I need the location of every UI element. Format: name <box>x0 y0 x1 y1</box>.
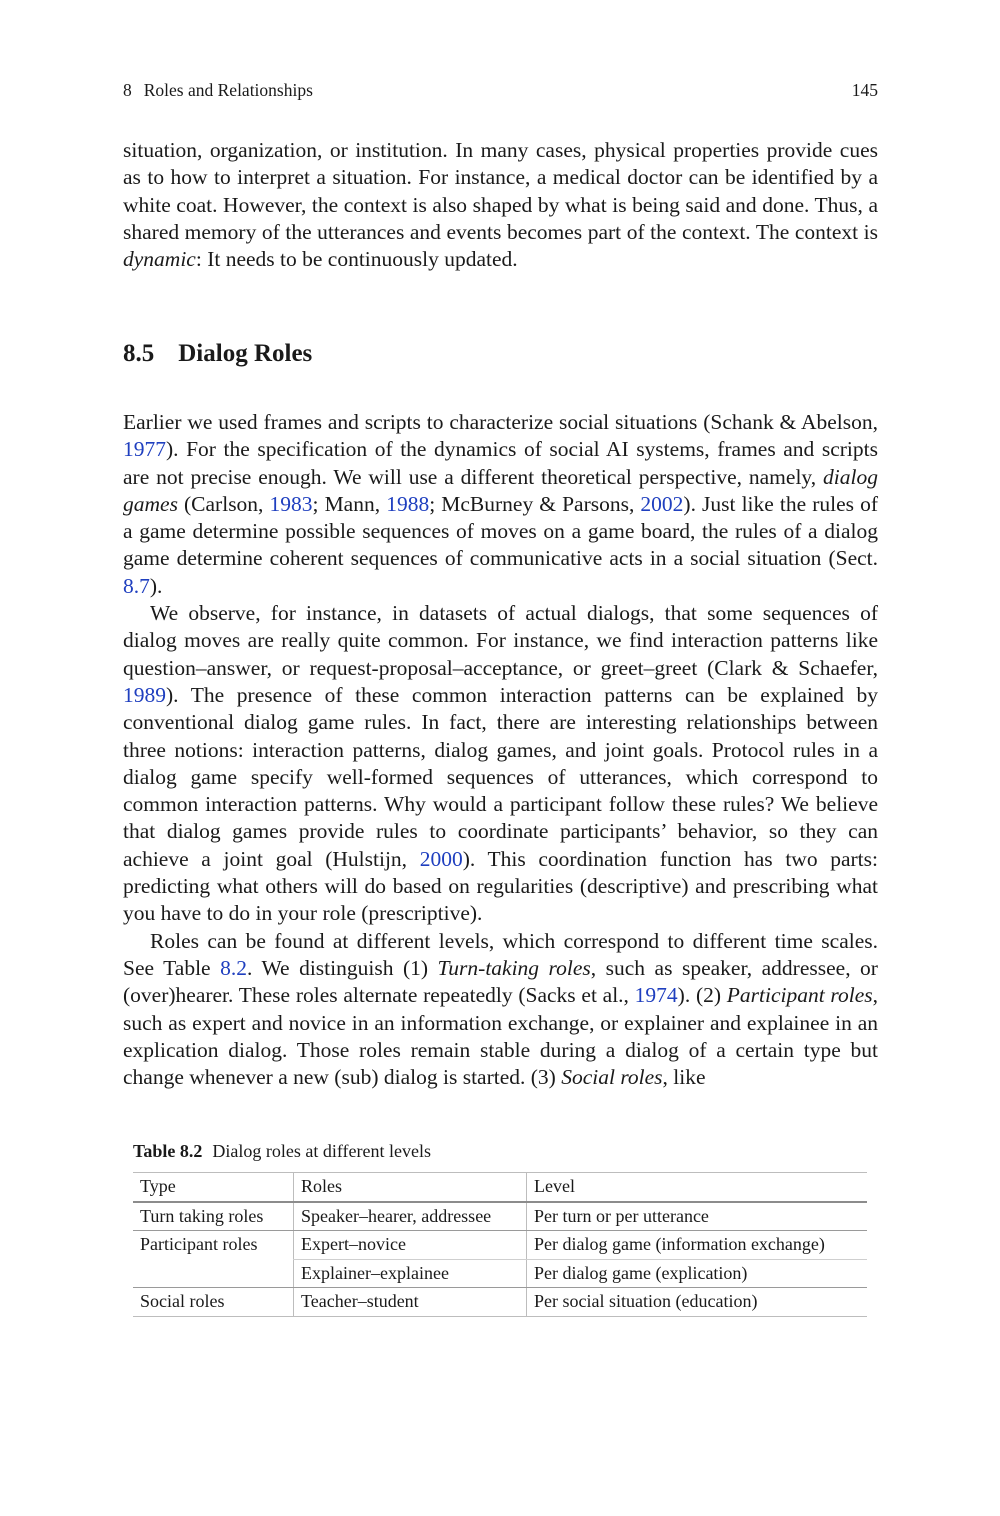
table-row <box>133 1259 867 1288</box>
paragraph-3: Roles can be found at different levels, which correspond to different time scales. See Table 8.2. We distinguish (1) Turn-taking roles, such as speaker, addressee, or (over)hearer. These roles alternate repeatedly (Sacks et al., 1974). (2) Participant roles, such as expert and novice in an information exchange, or explainer and explainee in an explication dialog. Those roles remain stable during a dialog of a certain type but change whenever a new (sub) dialog is started. (3) Social roles, like <box>123 928 878 1090</box>
table-cell: Teacher–student <box>294 1288 527 1317</box>
column-header: Level <box>527 1173 868 1202</box>
citation-link[interactable]: 1983 <box>269 491 313 516</box>
table-label: Table 8.2 <box>133 1141 203 1161</box>
section-heading <box>123 340 312 368</box>
table-cell: Participant roles <box>140 1234 258 1254</box>
table-cell: Social roles <box>133 1288 294 1317</box>
citation-link[interactable]: 1988 <box>386 491 430 516</box>
column-header: Roles <box>294 1173 527 1202</box>
intro-paragraph-block <box>123 137 878 273</box>
chapter-number: 8 <box>123 80 132 100</box>
table-cell: Per social situation (education) <box>527 1288 868 1317</box>
section-link[interactable]: 8.7 <box>123 573 150 598</box>
table-row <box>133 1202 867 1231</box>
intro-paragraph: situation, organization, or institution. In many cases, physical properties provide cues as to how to interpret a situation. For instance, a medical doctor can be identified by a white coat. However, the context is also shaped by what is being said and done. Thus, a shared memory of the utterances and events becomes part of the context. The context is dynamic: It needs to be continuously updated. <box>123 138 878 272</box>
table-cell: Per turn or per utterance <box>527 1202 868 1231</box>
page-number: 145 <box>851 80 878 100</box>
chapter-title: Roles and Relationships <box>143 80 313 100</box>
citation-link[interactable]: 1974 <box>634 983 678 1008</box>
column-header: Type <box>133 1173 294 1202</box>
section-number: 8.5 <box>123 340 155 367</box>
table-caption <box>133 1141 867 1162</box>
table-row <box>133 1231 867 1260</box>
citation-link[interactable]: 1977 <box>123 437 166 462</box>
table-row <box>133 1288 867 1317</box>
citation-link[interactable]: 1989 <box>123 682 166 707</box>
section-title: Dialog Roles <box>178 340 313 367</box>
table-cell: Per dialog game (explication) <box>527 1259 868 1288</box>
paragraph-1: Earlier we used frames and scripts to characterize social situations (Schank & Abelson, 1977). For the specification of the dynamics of social AI systems, frames and scripts are not precise enough. We will use a different theoretical perspective, namely, dialog games (Carlson, 1983; Mann, 1988; McBurney & Parsons, 2002). Just like the rules of a game determine possible sequences of moves on a game board, the rules of a dialog game determine coherent sequences of communicative acts in a social situation (Sect. 8.7). <box>123 410 879 598</box>
citation-link[interactable]: 2002 <box>640 491 684 516</box>
table-caption-text: Dialog roles at different levels <box>212 1141 431 1161</box>
table-header-row <box>133 1173 867 1202</box>
roles-table <box>133 1172 867 1317</box>
running-head <box>123 80 878 101</box>
paragraph-2: We observe, for instance, in datasets of actual dialogs, that some sequences of dialog moves are really quite common. For instance, we find interaction patterns like question–answer, or request-proposal–acceptance, or greet–greet (Clark & Schaefer, 1989). The presence of these common interaction patterns can be explained by conventional dialog game rules. In fact, there are interesting relationships between three notions: interaction patterns, dialog games, and joint goals. Protocol rules in a dialog game specify well-formed sequences of utterances, which correspond to common interaction patterns. Why would a participant follow these rules? We believe that dialog games provide rules to coordinate participants’ behavior, so they can achieve a joint goal (Hulstijn, 2000). This coordination function has two parts: predicting what others will do based on regularities (descriptive) and prescribing what you have to do in your role (prescriptive). <box>123 601 878 926</box>
table-cell: Per dialog game (information exchange) <box>527 1231 868 1260</box>
table-cell <box>133 1259 294 1288</box>
table-link[interactable]: 8.2 <box>220 955 247 980</box>
table-cell: Expert–novice <box>294 1231 527 1260</box>
section-body <box>123 409 878 1091</box>
table-cell: Speaker–hearer, addressee <box>294 1202 527 1231</box>
table-8-2 <box>133 1141 867 1317</box>
table-cell: Explainer–explainee <box>294 1259 527 1288</box>
chapter-label <box>123 80 313 101</box>
citation-link[interactable]: 2000 <box>419 846 463 871</box>
table-cell: Turn taking roles <box>133 1202 294 1231</box>
